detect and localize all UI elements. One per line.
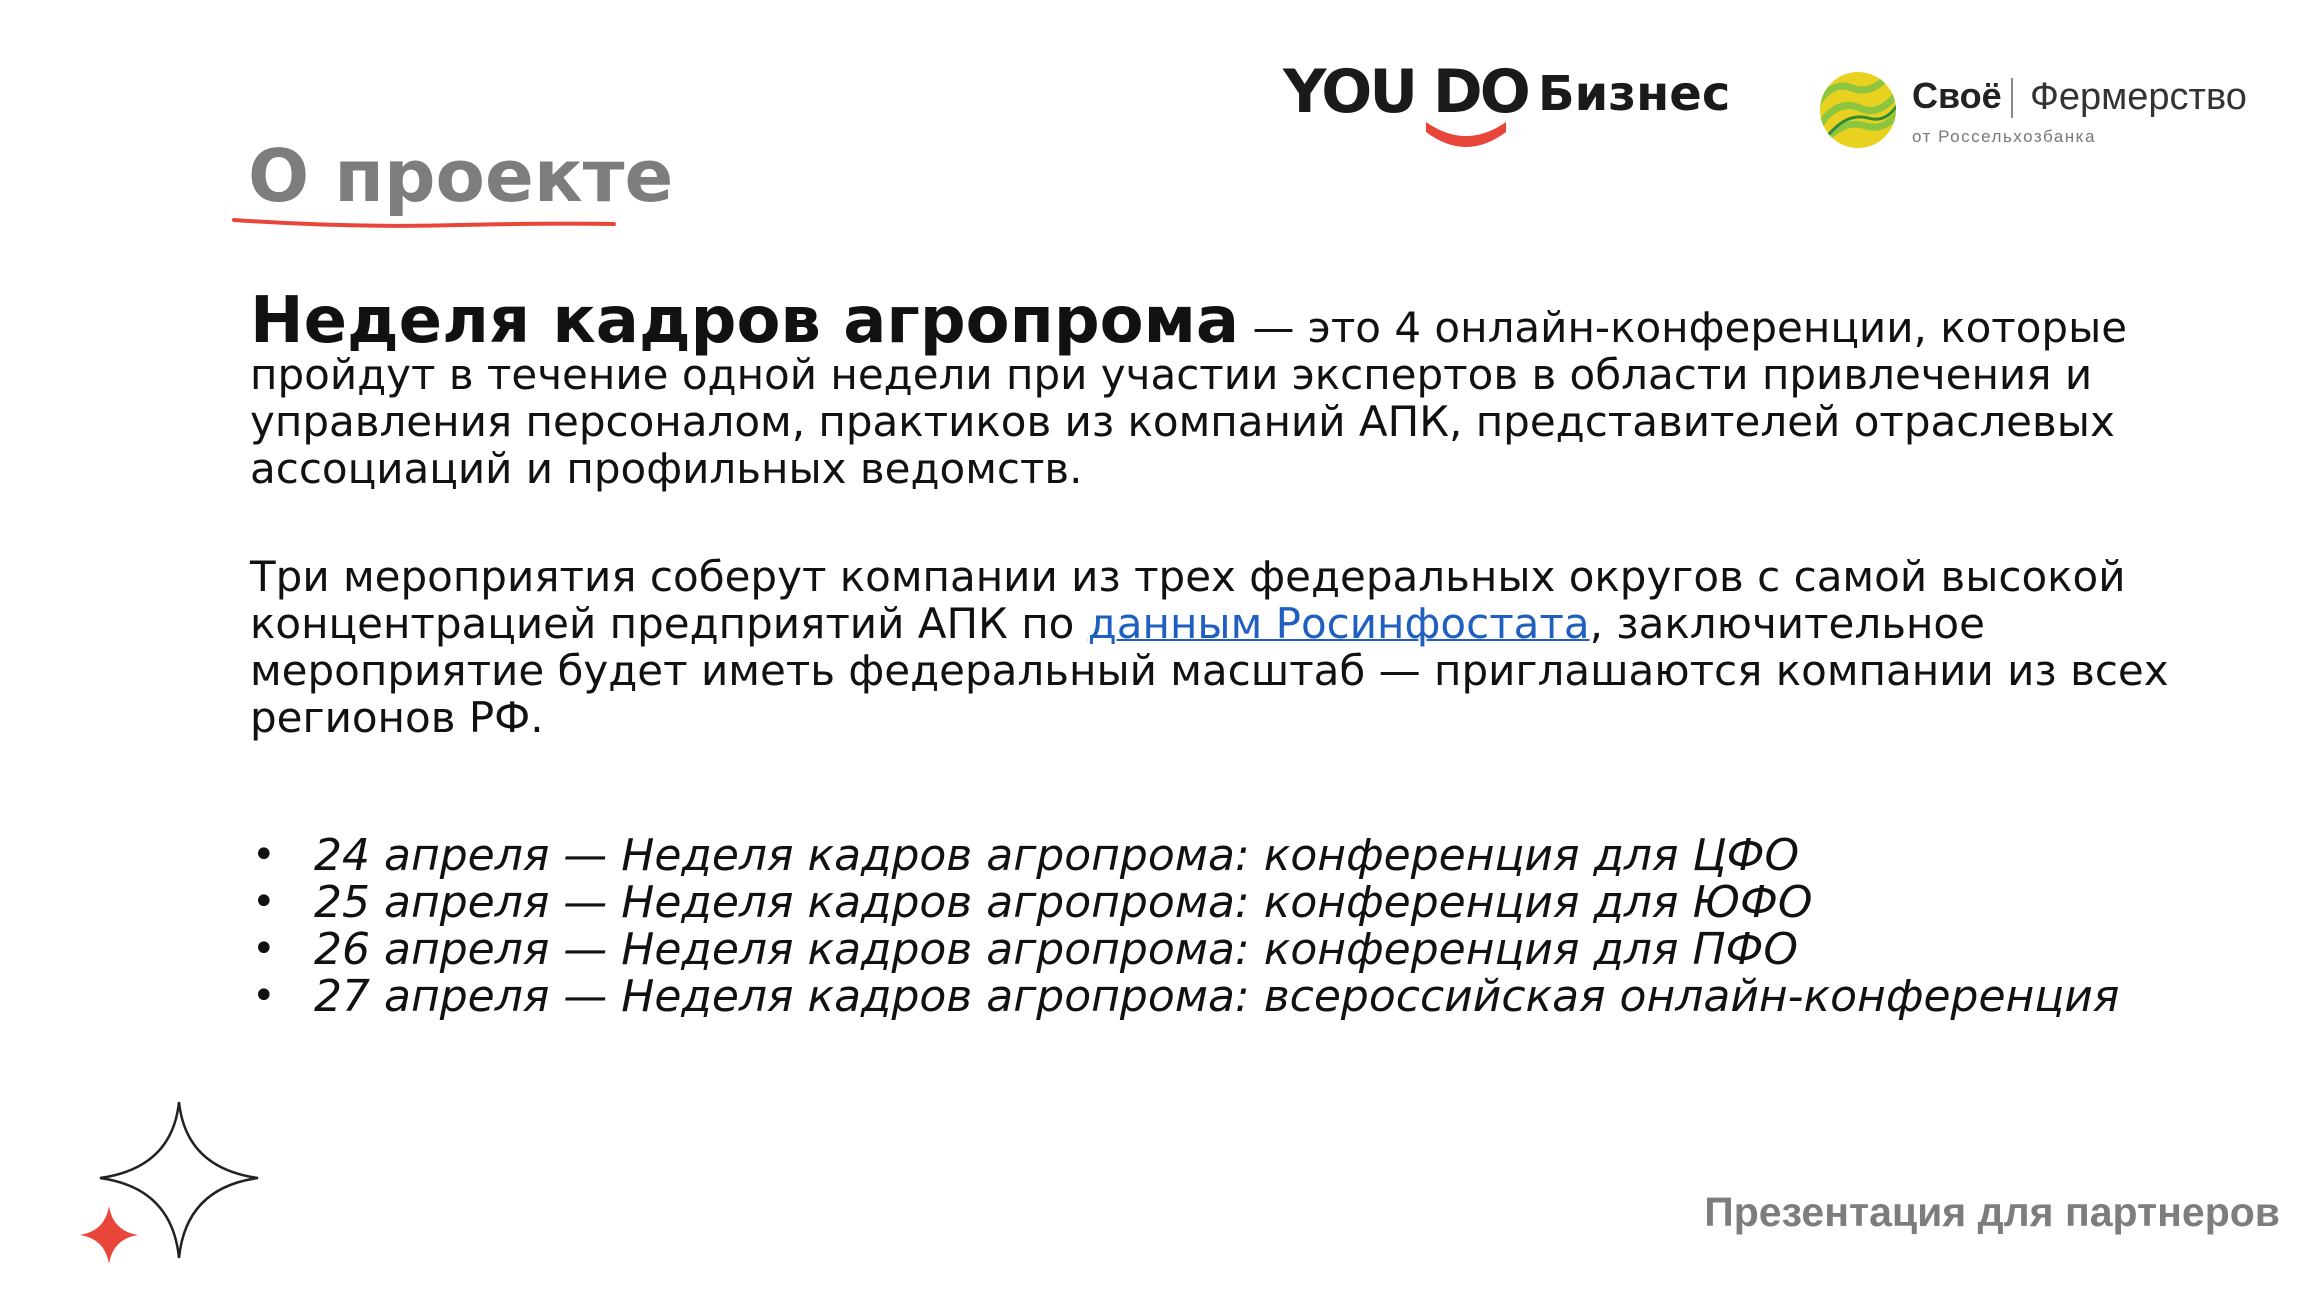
event-text: 26 апреля — Неделя кадров агропрома: конференция для ПФО — [314, 924, 1799, 975]
bullet: • — [252, 973, 276, 1019]
list-item — [250, 832, 2250, 879]
intro-lead: Неделя кадров агропрома — [250, 284, 1240, 358]
details-text-before-link: Три мероприятия соберут компании из трех федеральных округов с самой высокой концентрацией предприятий АПК по — [250, 552, 2126, 648]
event-text: 27 апреля — Неделя кадров агропрома: всероссийская онлайн-конференция — [314, 971, 2120, 1022]
youdo-logo-text: YOU DO — [1283, 57, 1528, 127]
details-text-after-link: , заключительное мероприятие будет иметь федеральный масштаб — приглашаются компании из всех регионов РФ. — [250, 599, 2169, 742]
intro-text: — это 4 онлайн-конференции, которые пройдут в течение одной недели при участии экспертов в области привлечения и управления персоналом, практиков из компаний АПК, представителей отраслевых ассоциаций и профильных ведомств. — [250, 303, 2128, 493]
partner-logo-divider — [2011, 78, 2013, 118]
title-underline-stroke — [230, 212, 630, 232]
partner-logo-product: Фермерство — [2030, 76, 2247, 118]
youdo-smile-icon — [1420, 116, 1512, 156]
details-paragraph — [250, 553, 2290, 741]
events-list — [250, 832, 2250, 1020]
svoe-fermerstvo-emblem-icon — [1816, 68, 1900, 152]
list-item — [250, 879, 2250, 926]
event-text: 25 апреля — Неделя кадров агропрома: конференция для ЮФО — [314, 877, 1813, 928]
youdo-logo-suffix: Бизнес — [1538, 66, 1731, 122]
bullet: • — [252, 879, 276, 925]
partner-logo-tagline: от Россельхозбанка — [1912, 127, 2096, 146]
partner-logo-name: Своё — [1912, 75, 2002, 116]
bullet: • — [252, 832, 276, 878]
rosinfostat-link[interactable]: данным Росинфостата — [1087, 599, 1590, 648]
intro-paragraph — [250, 284, 2290, 493]
list-item — [250, 926, 2250, 973]
section-title: О проекте — [248, 134, 674, 218]
bullet: • — [252, 926, 276, 972]
footer-caption: Презентация для партнеров — [1704, 1189, 2280, 1235]
list-item — [250, 973, 2250, 1020]
red-star-icon — [78, 1204, 140, 1266]
event-text: 24 апреля — Неделя кадров агропрома: конференция для ЦФО — [314, 830, 1800, 881]
